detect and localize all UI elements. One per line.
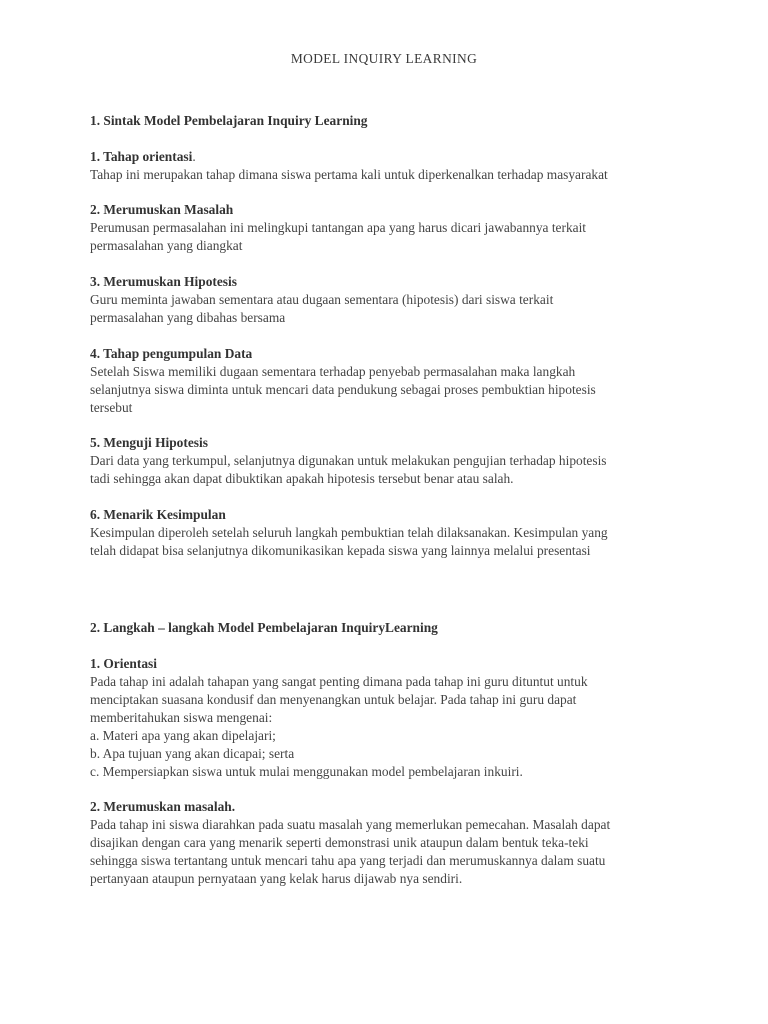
- s1-item-1-heading-suffix: .: [192, 149, 196, 164]
- s2-item-2-line: pertanyaan ataupun pernyataan yang kelak harus dijawab nya sendiri.: [90, 871, 463, 886]
- s1-item-2-line: permasalahan yang diangkat: [90, 238, 243, 253]
- s1-item-6-line: telah didapat bisa selanjutnya dikomunikasikan kepada siswa yang lainnya melalui presentasi: [90, 543, 591, 558]
- s1-item-4: [90, 345, 690, 417]
- s1-item-5-heading: 5. Menguji Hipotesis: [90, 435, 208, 450]
- s1-item-1-line: Tahap ini merupakan tahap dimana siswa pertama kali untuk diperkenalkan terhadap masyarakat: [90, 167, 608, 182]
- s1-item-6-line: Kesimpulan diperoleh setelah seluruh langkah pembuktian telah dilaksanakan. Kesimpulan yang: [90, 525, 608, 540]
- s2-item-1-line: Pada tahap ini adalah tahapan yang sangat penting dimana pada tahap ini guru dituntut untuk: [90, 674, 588, 689]
- s1-item-5-line: Dari data yang terkumpul, selanjutnya digunakan untuk melakukan pengujian terhadap hipotesis: [90, 453, 607, 468]
- s1-item-3-line: permasalahan yang dibahas bersama: [90, 310, 286, 325]
- s2-item-2-line: sehingga siswa tertantang untuk mencari tahu apa yang terjadi dan merumuskannya dalam suatu: [90, 853, 606, 868]
- s1-item-3: [90, 273, 690, 327]
- s1-item-4-line: Setelah Siswa memiliki dugaan sementara terhadap penyebab permasalahan maka langkah: [90, 364, 576, 379]
- s1-item-3-heading: 3. Merumuskan Hipotesis: [90, 274, 237, 289]
- s1-item-2-line: Perumusan permasalahan ini melingkupi tantangan apa yang harus dicari jawabannya terkait: [90, 220, 587, 235]
- s2-item-2-line: disajikan dengan cara yang menarik seperti demonstrasi unik ataupun dalam bentuk teka-teki: [90, 835, 589, 850]
- section-1-heading: 1. Sintak Model Pembelajaran Inquiry Learning: [90, 113, 368, 128]
- s1-item-4-line: selanjutnya siswa diminta untuk mencari data pendukung sebagai proses pembuktian hipotesis: [90, 382, 596, 397]
- section-2-heading: 2. Langkah – langkah Model Pembelajaran InquiryLearning: [90, 620, 438, 635]
- s2-item-2-heading: 2. Merumuskan masalah.: [90, 799, 236, 814]
- s1-item-2-heading: 2. Merumuskan Masalah: [90, 202, 234, 217]
- s1-item-1-heading: 1. Tahap orientasi: [90, 149, 193, 164]
- s2-item-1-line: memberitahukan siswa mengenai:: [90, 710, 273, 725]
- s2-item-2: [90, 798, 690, 888]
- s1-item-2: [90, 201, 690, 255]
- s2-item-2-line: Pada tahap ini siswa diarahkan pada suatu masalah yang memerlukan pemecahan. Masalah dapat: [90, 817, 611, 832]
- s1-item-6-heading: 6. Menarik Kesimpulan: [90, 507, 226, 522]
- s1-item-4-heading: 4. Tahap pengumpulan Data: [90, 346, 253, 361]
- s2-item-1-line: b. Apa tujuan yang akan dicapai; serta: [90, 746, 295, 761]
- s1-item-5-line: tadi sehingga akan dapat dibuktikan apakah hipotesis tersebut benar atau salah.: [90, 471, 514, 486]
- s2-item-1-line: c. Mempersiapkan siswa untuk mulai menggunakan model pembelajaran inkuiri.: [90, 764, 523, 779]
- s2-item-1-heading: 1. Orientasi: [90, 656, 157, 671]
- s2-item-1-line: a. Materi apa yang akan dipelajari;: [90, 728, 276, 743]
- s1-item-1: [90, 148, 690, 184]
- s2-item-1-line: menciptakan suasana kondusif dan menyenangkan untuk belajar. Pada tahap ini guru dapat: [90, 692, 577, 707]
- s1-item-4-line: tersebut: [90, 400, 133, 415]
- s2-item-1: [90, 655, 690, 781]
- s1-item-5: [90, 434, 690, 488]
- s1-item-3-line: Guru meminta jawaban sementara atau dugaan sementara (hipotesis) dari siswa terkait: [90, 292, 554, 307]
- document-title: MODEL INQUIRY LEARNING: [290, 51, 478, 66]
- s1-item-6: [90, 506, 690, 560]
